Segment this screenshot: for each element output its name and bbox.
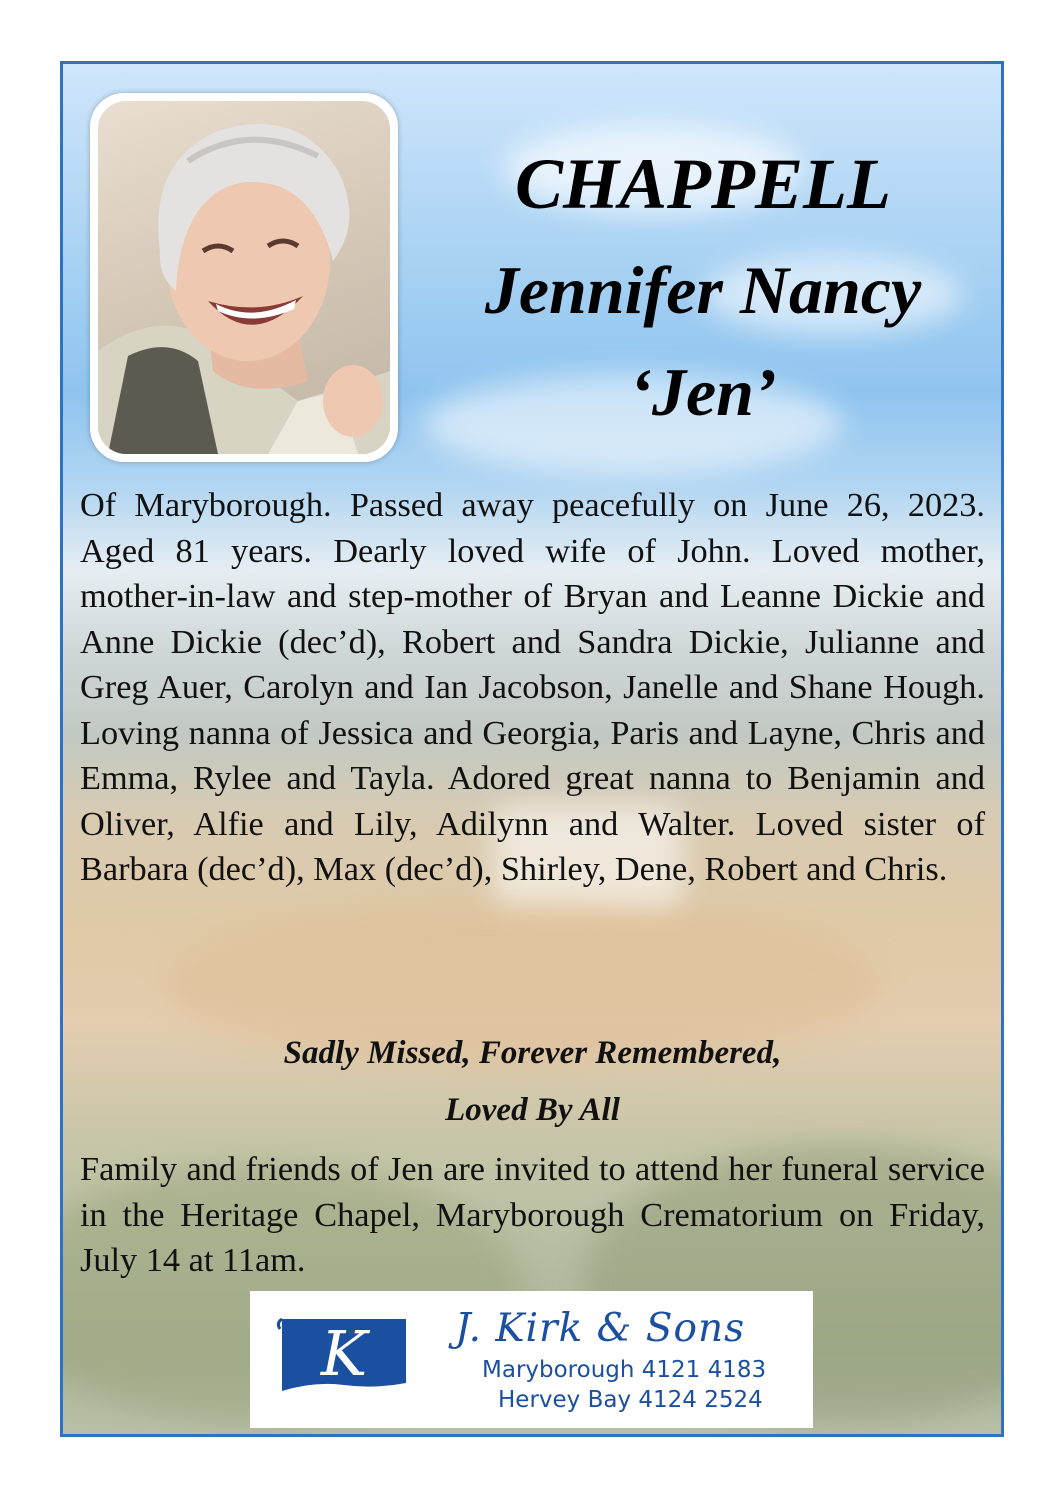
biography-text: Of Maryborough. Passed away peacefully on June 26, 2023. Aged 81 years. Dearly loved wife of John. Loved mother, mother-in-law and step-mother of Bryan and Leanne Dickie and Anne Dickie (dec’d), Robert and Sandra Dickie, Julianne and Greg Auer, Carolyn and Ian Jacobson, Janelle and Shane Hough. Loving nanna of Jessica and Georgia, Paris and Layne, Chris and Emma, Rylee and Tayla. Adored great nanna to Benjamin and Oliver, Alfie and Lily, Adilynn and Walter. Loved sister of Barbara (dec’d), Max (dec’d), Shirley, Dene, Robert and Chris. (80, 486, 985, 888)
hervey-bay-phone: Hervey Bay 4124 2524 (498, 1387, 763, 1413)
funeral-director-logo (250, 1291, 813, 1428)
nickname-heading: ‘Jen’ (629, 354, 777, 430)
logo-letter: K (320, 1317, 368, 1390)
funeral-service-text: Family and friends of Jen are invited to attend her funeral service in the Heritage Chapel, Maryborough Crematorium on Friday, July 14 at 11am. (80, 1150, 985, 1279)
surname-heading: CHAPPELL (515, 144, 891, 224)
portrait-illustration (98, 101, 390, 454)
tribute-line: Sadly Missed, Forever Remembered, (283, 1035, 782, 1071)
maryborough-phone: Maryborough 4121 4183 (482, 1357, 767, 1383)
given-names-heading: Jennifer Nancy (484, 252, 922, 328)
tribute-line: Loved By All (445, 1092, 620, 1128)
portrait-photo (90, 93, 398, 462)
funeral-director-name: J. Kirk & Sons (455, 1306, 746, 1351)
kirk-scroll-logo-icon (274, 1313, 414, 1395)
obituary-notice (60, 61, 1004, 1437)
